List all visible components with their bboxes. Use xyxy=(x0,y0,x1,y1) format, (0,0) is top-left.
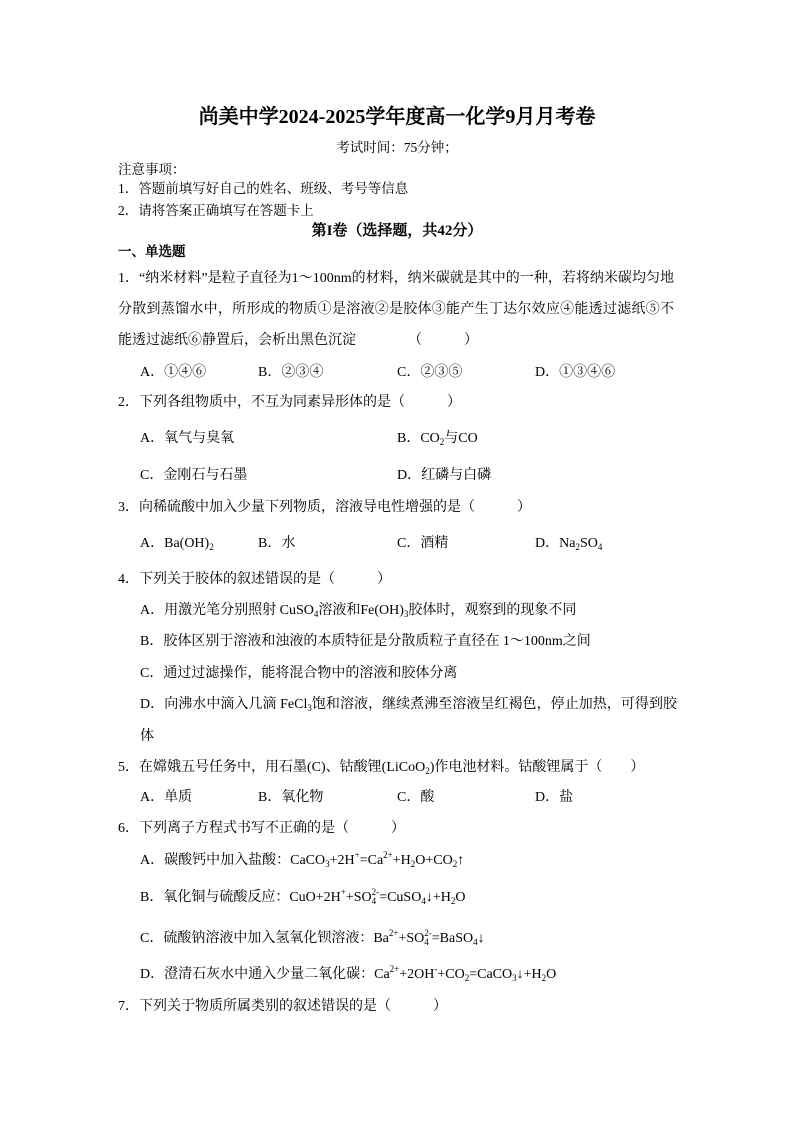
question-6-option-a-subscript: 2 xyxy=(452,859,458,869)
question-3-option-c xyxy=(397,534,448,554)
question-4-stem xyxy=(118,570,391,590)
question-3-stem xyxy=(118,498,531,518)
question-2-option-b-subscript: 2 xyxy=(439,437,445,447)
question-6-option-d-subscript: 2 xyxy=(541,973,547,983)
question-1-option-b-text: B．②③④ xyxy=(258,365,324,380)
question-4-option-d-line-1-subscript: 3 xyxy=(307,703,312,713)
question-6-option-b-text: +SO xyxy=(345,890,372,905)
question-6-option-b-superscript: + xyxy=(340,887,346,897)
question-6-option-b-text: ↓+H xyxy=(425,890,451,905)
question-6-option-b-subscript: 4 xyxy=(371,896,377,906)
question-7-stem-text: 7．下列关于物质所属类别的叙述错误的是（ ） xyxy=(118,999,447,1014)
question-6-option-c-text: C．硫酸钠溶液中加入氢氧化钡溶液：Ba xyxy=(140,931,389,946)
question-3-option-b xyxy=(258,534,295,554)
question-6-option-d-superscript: - xyxy=(434,964,438,974)
question-5-option-c xyxy=(397,788,434,808)
question-6-option-c-text: =BaSO xyxy=(431,931,474,946)
question-6-option-a-text: +2H xyxy=(329,853,355,868)
question-2-option-b xyxy=(397,429,478,449)
question-5-option-d-text: D．盐 xyxy=(535,790,574,805)
question-6-option-a-superscript: 2+ xyxy=(383,850,393,860)
question-6-option-b-subscript: 2 xyxy=(450,896,456,906)
question-6-option-a-superscript: + xyxy=(354,850,360,860)
part-title: 第I卷（选择题，共42分） xyxy=(311,223,483,239)
note-item-2: 2．请将答案正确填写在答题卡上 xyxy=(118,203,314,218)
question-3-option-a xyxy=(140,534,214,554)
question-6-option-b-text: =CuSO xyxy=(379,890,422,905)
question-5-option-d xyxy=(535,788,573,808)
question-4-option-d-line-1-text: D．向沸水中滴入几滴 FeCl xyxy=(140,697,308,712)
question-1-option-d xyxy=(535,363,615,383)
question-3-option-d-subscript: 4 xyxy=(597,542,603,552)
question-4-option-c xyxy=(140,664,457,684)
question-3-option-d-subscript: 2 xyxy=(575,542,580,552)
question-6-option-d-text: O xyxy=(546,967,557,982)
question-3-option-b-text: B．水 xyxy=(258,536,296,551)
question-5-option-c-text: C．酸 xyxy=(397,790,435,805)
question-2-option-d-text: D．红磷与白磷 xyxy=(397,468,492,483)
question-2-option-b-text: B．CO xyxy=(397,431,440,446)
question-2-option-c xyxy=(140,466,247,486)
question-3-option-d-text: D．Na xyxy=(535,536,576,551)
question-1-option-d-text: D．①③④⑥ xyxy=(535,365,616,380)
question-6-option-d-text: =CaCO xyxy=(469,967,513,982)
question-4-option-b-text: B．胶体区别于溶液和浊液的本质特征是分散质粒子直径在 1～100nm之间 xyxy=(140,634,591,649)
question-6-option-c-superscript: 2+ xyxy=(388,928,399,938)
question-3-stem-text: 3．向稀硫酸中加入少量下列物质，溶液导电性增强的是（ ） xyxy=(118,500,531,515)
question-4-option-d-line-2 xyxy=(140,727,154,747)
question-1-answer-blank: （ ） xyxy=(408,333,478,348)
question-1-stem-line-2 xyxy=(118,300,674,320)
question-6-option-d-text: ↓+H xyxy=(516,967,542,982)
exam-time: 考试时间：75分钟； xyxy=(336,140,458,155)
question-1-option-a xyxy=(140,363,206,383)
question-6-option-c-superscript: 2- xyxy=(424,928,432,938)
question-6-option-d-subscript: 3 xyxy=(512,973,517,983)
question-1-stem-line-3-text: 能透过滤纸⑥静置后，会析出黑色沉淀 xyxy=(118,333,356,348)
question-6-option-d-text: +CO xyxy=(437,967,465,982)
question-3-option-d xyxy=(535,534,602,554)
question-5-stem-subscript: 2 xyxy=(425,766,430,776)
question-5-option-a xyxy=(140,788,192,808)
question-1-stem-line-1 xyxy=(118,269,674,289)
question-4-option-a-text: 溶液和Fe(OH) xyxy=(318,603,404,618)
question-6-option-a-subscript: 3 xyxy=(325,859,330,869)
question-6-option-d-subscript: 2 xyxy=(464,973,470,983)
question-3-option-a-subscript: 2 xyxy=(209,542,214,552)
question-4-option-d-line-2-text: 体 xyxy=(140,729,154,744)
question-2-option-a-text: A．氧气与臭氧 xyxy=(140,431,235,446)
question-2-option-c-text: C．金刚石与石墨 xyxy=(140,468,248,483)
question-2-option-b-text: 与CO xyxy=(444,431,478,446)
question-6-option-d-superscript: 2+ xyxy=(389,964,400,974)
question-5-stem-text: )作电池材料。钴酸锂属于（ ） xyxy=(429,760,645,775)
question-2-option-a xyxy=(140,429,234,449)
question-6-stem xyxy=(118,819,405,839)
question-6-option-a-subscript: 2 xyxy=(410,859,416,869)
question-4-option-c-text: C．通过过滤操作，能将混合物中的溶液和胶体分离 xyxy=(140,666,458,681)
question-4-option-b xyxy=(140,632,591,652)
question-6-option-a-text: =Ca xyxy=(359,853,384,868)
question-6-option-a-text: +H xyxy=(392,853,411,868)
question-6-option-c-ion-charge-index xyxy=(424,929,432,947)
question-5-option-a-text: A．单质 xyxy=(140,790,193,805)
question-4-option-a xyxy=(140,601,576,621)
question-6-option-c-text: ↓ xyxy=(477,931,485,946)
question-6-option-a xyxy=(140,851,464,871)
exam-title: 尚美中学2024-2025学年度高一化学9月月考卷 xyxy=(198,106,596,128)
question-5-stem-text: 5．在嫦娥五号任务中，用石墨(C)、钴酸锂(LiCoO xyxy=(118,760,426,775)
question-6-option-c-text: +SO xyxy=(398,931,425,946)
question-5-option-b xyxy=(258,788,323,808)
question-1-stem-line-3 xyxy=(118,331,356,351)
question-6-option-b-superscript: 2- xyxy=(371,887,380,897)
question-6-option-b-text: O xyxy=(455,890,466,905)
question-6-option-b-subscript: 4 xyxy=(421,896,426,906)
notes-heading: 注意事项： xyxy=(118,162,186,177)
section-title: 一、单选题 xyxy=(118,244,186,259)
question-4-option-a-subscript: 3 xyxy=(403,609,409,619)
question-5-option-b-text: B．氧化物 xyxy=(258,790,324,805)
question-5-stem xyxy=(118,758,644,778)
question-6-option-a-text: A．碳酸钙中加入盐酸：CaCO xyxy=(140,853,326,868)
note-item-1: 1．答题前填写好自己的姓名、班级、考号等信息 xyxy=(118,181,409,196)
question-2-stem xyxy=(118,393,461,413)
question-6-option-c-subscript: 4 xyxy=(473,937,478,947)
question-6-option-b-text: B．氧化铜与硫酸反应：CuO+2H xyxy=(140,890,341,905)
question-6-option-b xyxy=(140,888,465,908)
question-6-option-d xyxy=(140,965,556,985)
question-6-option-c xyxy=(140,929,485,949)
question-1-stem-line-2-text: 分散到蒸馏水中，所形成的物质①是溶液②是胶体③能产生丁达尔效应④能透过滤纸⑤不 xyxy=(118,302,674,317)
question-1-option-a-text: A．①④⑥ xyxy=(140,365,207,380)
question-4-option-d-line-1 xyxy=(140,695,677,715)
question-6-option-d-text: +2OH xyxy=(399,967,435,982)
question-6-option-a-text: O+CO xyxy=(415,853,453,868)
question-6-stem-text: 6．下列离子方程式书写不正确的是（ ） xyxy=(118,821,405,836)
question-4-option-d-line-1-text: 饱和溶液，继续煮沸至溶液呈红褐色，停止加热，可得到胶 xyxy=(311,697,678,712)
question-7-stem xyxy=(118,997,447,1017)
question-6-option-c-subscript: 4 xyxy=(424,937,429,947)
question-3-option-d-text: SO xyxy=(579,536,598,551)
question-1-option-c-text: C．②③⑤ xyxy=(397,365,463,380)
question-3-option-c-text: C．酒精 xyxy=(397,536,449,551)
question-1-option-b xyxy=(258,363,323,383)
question-1-option-c xyxy=(397,363,462,383)
question-6-option-a-text: ↑ xyxy=(457,853,465,868)
question-2-stem-text: 2．下列各组物质中，不互为同素异形体的是（ ） xyxy=(118,395,461,410)
question-4-option-a-subscript: 4 xyxy=(313,609,319,619)
question-4-stem-text: 4．下列关于胶体的叙述错误的是（ ） xyxy=(118,572,391,587)
question-4-option-a-text: 胶体时，观察到的现象不同 xyxy=(408,603,577,618)
question-2-option-d xyxy=(397,466,491,486)
question-6-option-d-text: D．澄清石灰水中通入少量二氧化碳：Ca xyxy=(140,967,390,982)
question-3-option-a-text: A．Ba(OH) xyxy=(140,536,210,551)
question-1-stem-line-1-text: 1．“纳米材料”是粒子直径为1～100nm的材料，纳米碳就是其中的一种，若将纳米碳均匀地 xyxy=(118,271,674,286)
question-4-option-a-text: A．用激光笔分别照射 CuSO xyxy=(140,603,314,618)
